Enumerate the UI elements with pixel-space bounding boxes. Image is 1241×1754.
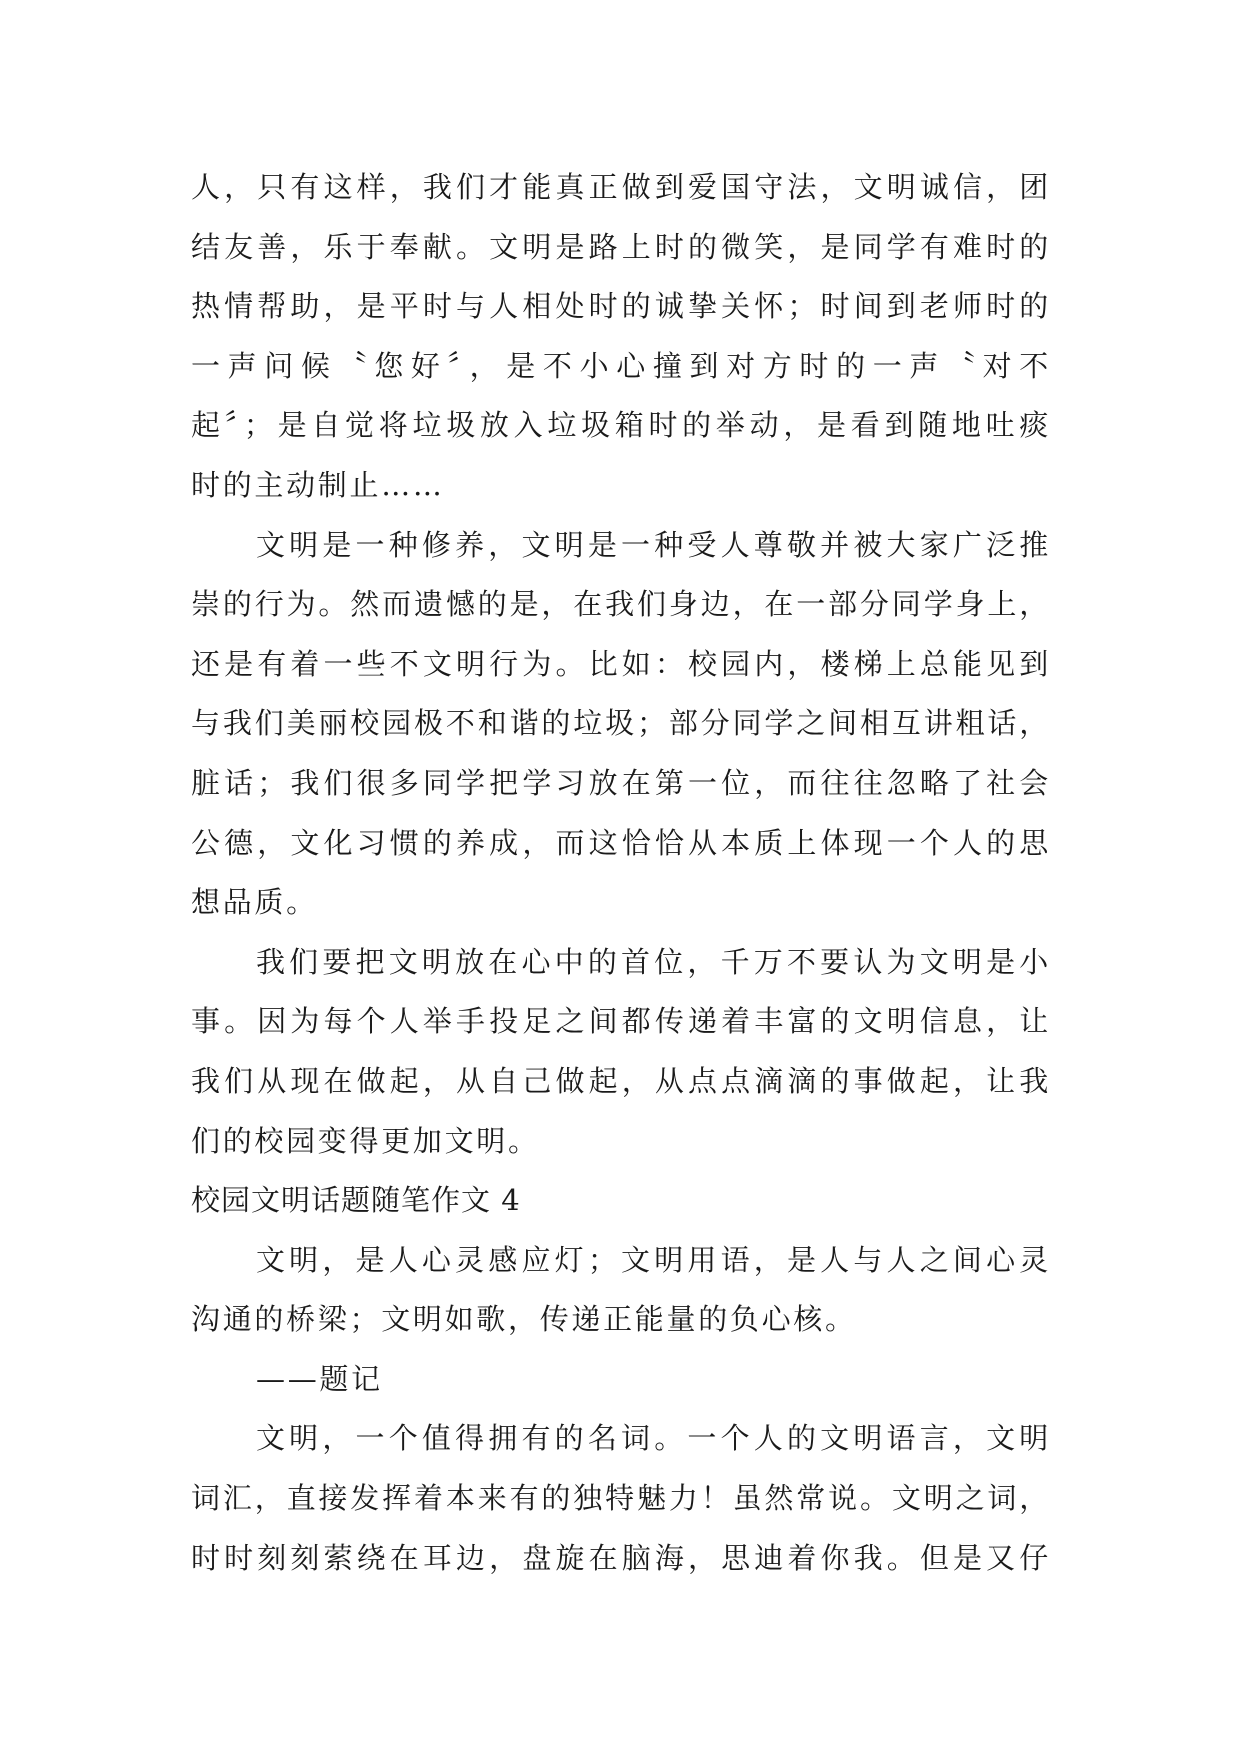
text-line: 热情帮助，是平时与人相处时的诚挚关怀；时间到老师时的 [191,289,1051,324]
paragraph-first-line: 文明是一种修养，文明是一种受人尊敬并被大家广泛推 [256,527,1051,562]
text-line: 们的校园变得更加文明。 [191,1123,540,1158]
text-line: 人，只有这样，我们才能真正做到爱国守法，文明诚信，团 [191,170,1051,204]
text-line: 一声问候〝您好〞，是不小心撞到对方时的一声〝对不 [191,348,1051,383]
text-line: 崇的行为。然而遗憾的是，在我们身边，在一部分同学身上， [191,587,1051,622]
document-body [191,158,1051,1588]
text-line: 公德，文化习惯的养成，而这恰恰从本质上体现一个人的思 [191,825,1051,860]
paragraph-first-line: 文明，是人心灵感应灯；文明用语，是人与人之间心灵 [256,1242,1051,1277]
text-line: 沟通的桥梁；文明如歌，传递正能量的负心核。 [191,1302,857,1337]
text-line: 我们从现在做起，从自己做起，从点点滴滴的事做起，让我 [191,1063,1051,1098]
text-line: 事。因为每个人举手投足之间都传递着丰富的文明信息，让 [191,1004,1051,1039]
text-line: 结友善，乐于奉献。文明是路上时的微笑，是同学有难时的 [191,229,1051,264]
text-line: 想品质。 [191,885,318,920]
text-line: 与我们美丽校园极不和谐的垃圾；部分同学之间相互讲粗话， [191,706,1051,741]
text-line: 时的主动制止…… [191,467,445,502]
epigraph-attribution: ——题记 [256,1361,383,1396]
paragraph-first-line: 我们要把文明放在心中的首位，千万不要认为文明是小 [256,944,1051,979]
text-line: 脏话；我们很多同学把学习放在第一位，而往往忽略了社会 [191,765,1051,800]
text-line: 还是有着一些不文明行为。比如：校园内，楼梯上总能见到 [191,646,1051,681]
section-heading: 校园文明话题随笔作文 4 [191,1183,521,1218]
text-line: 词汇，直接发挥着本来有的独特魅力！虽然常说。文明之词， [191,1481,1051,1516]
paragraph-first-line: 文明，一个值得拥有的名词。一个人的文明语言，文明 [256,1421,1051,1456]
text-line: 起〞；是自觉将垃圾放入垃圾箱时的举动，是看到随地吐痰 [191,408,1051,443]
text-line: 时时刻刻萦绕在耳边，盘旋在脑海，思迪着你我。但是又仔 [191,1540,1051,1575]
